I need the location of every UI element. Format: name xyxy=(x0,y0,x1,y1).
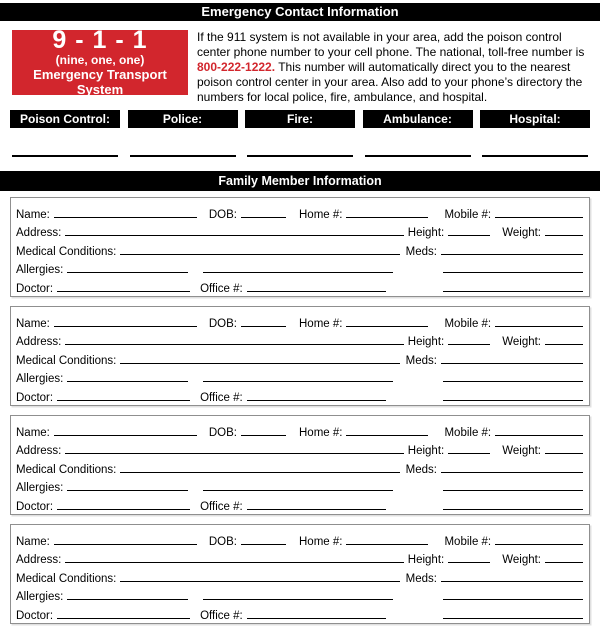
home-phone-label: Home #: xyxy=(299,208,343,221)
allergies-fill-line xyxy=(67,490,188,491)
mobile-phone-label: Mobile #: xyxy=(444,317,492,330)
meds-fill-line xyxy=(441,254,583,255)
address-fill-line xyxy=(65,562,403,563)
allergies-fill-line xyxy=(67,599,188,600)
allergies-row xyxy=(16,477,583,496)
address-fill-line xyxy=(65,235,403,236)
height-fill-line xyxy=(448,344,490,345)
address-fill-line xyxy=(65,453,403,454)
weight-label: Weight: xyxy=(502,336,541,349)
office-phone-label: Office #: xyxy=(200,500,243,513)
family-member-section-2 xyxy=(10,306,590,406)
name-row xyxy=(16,421,583,440)
height-label: Height: xyxy=(407,445,445,458)
height-label: Height: xyxy=(407,227,445,240)
meds-continuation-line-1 xyxy=(443,381,583,382)
home-phone-fill-line xyxy=(346,544,428,545)
paragraph-text-before: If the 911 system is not available in your area, add the poison control center phone number to your cell phone. The national, toll-free number is xyxy=(197,30,585,59)
emergency-911-badge xyxy=(12,26,188,97)
allergies-label: Allergies: xyxy=(16,591,64,604)
address-label: Address: xyxy=(16,445,62,458)
emergency-intro-row xyxy=(12,26,590,105)
weight-fill-line xyxy=(545,453,583,454)
family-member-section-3 xyxy=(10,415,590,515)
emergency-code: 9 - 1 - 1 xyxy=(52,26,148,54)
office-phone-fill-line xyxy=(247,618,386,619)
name-row xyxy=(16,312,583,331)
name-fill-line xyxy=(54,544,197,545)
address-row xyxy=(16,222,583,241)
dob-label: DOB: xyxy=(208,426,237,439)
name-fill-line xyxy=(54,435,197,436)
height-fill-line xyxy=(448,235,490,236)
contact-label-poison-control: Poison Control: xyxy=(10,110,120,128)
mobile-phone-fill-line xyxy=(495,326,583,327)
address-row xyxy=(16,549,583,568)
allergies-continuation-line xyxy=(203,381,393,382)
ambulance-fill-line xyxy=(365,155,471,157)
meds-continuation-line-1 xyxy=(443,599,583,600)
allergies-row xyxy=(16,586,583,605)
meds-label: Meds: xyxy=(405,354,437,367)
mobile-phone-label: Mobile #: xyxy=(444,208,492,221)
doctor-fill-line xyxy=(57,618,190,619)
allergies-fill-line xyxy=(67,272,188,273)
doctor-row xyxy=(16,495,583,514)
dob-fill-line xyxy=(241,435,286,436)
meds-continuation-line-2 xyxy=(443,509,583,510)
allergies-continuation-line xyxy=(203,490,393,491)
meds-continuation-line-2 xyxy=(443,618,583,619)
medical-conditions-label: Medical Conditions: xyxy=(16,463,117,476)
weight-fill-line xyxy=(545,235,583,236)
family-member-section-4 xyxy=(10,524,590,624)
doctor-fill-line xyxy=(57,291,190,292)
poison-control-fill-line xyxy=(12,155,118,157)
hospital-fill-line xyxy=(482,155,588,157)
allergies-label: Allergies: xyxy=(16,373,64,386)
poison-control-paragraph xyxy=(197,30,590,105)
family-member-sections xyxy=(0,197,600,624)
medical-conditions-label: Medical Conditions: xyxy=(16,245,117,258)
doctor-row xyxy=(16,386,583,405)
emergency-code-words: (nine, one, one) xyxy=(55,53,145,67)
fire-fill-line xyxy=(247,155,353,157)
mobile-phone-fill-line xyxy=(495,217,583,218)
dob-fill-line xyxy=(241,217,286,218)
poison-control-phone-number: 800-222-1222. xyxy=(197,60,276,74)
doctor-label: Doctor: xyxy=(16,500,54,513)
mobile-phone-label: Mobile #: xyxy=(444,426,492,439)
weight-label: Weight: xyxy=(502,554,541,567)
home-phone-fill-line xyxy=(346,326,428,327)
medical-row xyxy=(16,567,583,586)
height-label: Height: xyxy=(407,554,445,567)
home-phone-label: Home #: xyxy=(299,317,343,330)
allergies-fill-line xyxy=(67,381,188,382)
dob-fill-line xyxy=(241,544,286,545)
weight-label: Weight: xyxy=(502,445,541,458)
name-label: Name: xyxy=(16,317,50,330)
meds-fill-line xyxy=(441,363,583,364)
dob-label: DOB: xyxy=(208,317,237,330)
meds-label: Meds: xyxy=(405,572,437,585)
medical-row xyxy=(16,349,583,368)
weight-fill-line xyxy=(545,344,583,345)
dob-label: DOB: xyxy=(208,208,237,221)
name-label: Name: xyxy=(16,426,50,439)
home-phone-label: Home #: xyxy=(299,535,343,548)
meds-label: Meds: xyxy=(405,463,437,476)
doctor-fill-line xyxy=(57,509,190,510)
office-phone-fill-line xyxy=(247,509,386,510)
medical-conditions-label: Medical Conditions: xyxy=(16,572,117,585)
office-phone-label: Office #: xyxy=(200,282,243,295)
allergies-label: Allergies: xyxy=(16,264,64,277)
address-label: Address: xyxy=(16,554,62,567)
home-phone-fill-line xyxy=(346,217,428,218)
name-label: Name: xyxy=(16,208,50,221)
allergies-row xyxy=(16,368,583,387)
meds-fill-line xyxy=(441,472,583,473)
medical-row xyxy=(16,240,583,259)
office-phone-fill-line xyxy=(247,400,386,401)
paragraph-text-after: This number will automatically direct you to the nearest poison control center in your area. Also add to your phone’s directory the numbers for local police, fire, ambulance, and hospital. xyxy=(197,60,583,104)
name-label: Name: xyxy=(16,535,50,548)
doctor-row xyxy=(16,277,583,296)
address-label: Address: xyxy=(16,227,62,240)
allergies-row xyxy=(16,259,583,278)
allergies-continuation-line xyxy=(203,272,393,273)
contact-label-police: Police: xyxy=(128,110,238,128)
contact-label-ambulance: Ambulance: xyxy=(363,110,473,128)
doctor-label: Doctor: xyxy=(16,282,54,295)
mobile-phone-fill-line xyxy=(495,435,583,436)
height-fill-line xyxy=(448,562,490,563)
medical-conditions-fill-line xyxy=(120,254,399,255)
address-fill-line xyxy=(65,344,403,345)
meds-continuation-line-2 xyxy=(443,400,583,401)
allergies-label: Allergies: xyxy=(16,482,64,495)
medical-row xyxy=(16,458,583,477)
mobile-phone-fill-line xyxy=(495,544,583,545)
height-fill-line xyxy=(448,453,490,454)
doctor-row xyxy=(16,604,583,623)
name-row xyxy=(16,530,583,549)
meds-label: Meds: xyxy=(405,245,437,258)
contact-fill-lines-row xyxy=(12,155,588,157)
dob-fill-line xyxy=(241,326,286,327)
medical-conditions-label: Medical Conditions: xyxy=(16,354,117,367)
name-row xyxy=(16,203,583,222)
doctor-label: Doctor: xyxy=(16,391,54,404)
address-row xyxy=(16,440,583,459)
doctor-label: Doctor: xyxy=(16,609,54,622)
meds-continuation-line-1 xyxy=(443,272,583,273)
family-section-title: Family Member Information xyxy=(0,171,600,191)
emergency-code-caption: Emergency Transport System xyxy=(33,67,167,97)
home-phone-fill-line xyxy=(346,435,428,436)
allergies-continuation-line xyxy=(203,599,393,600)
contact-labels-row xyxy=(10,110,590,128)
weight-fill-line xyxy=(545,562,583,563)
police-fill-line xyxy=(130,155,236,157)
family-member-section-1 xyxy=(10,197,590,297)
home-phone-label: Home #: xyxy=(299,426,343,439)
medical-conditions-fill-line xyxy=(120,472,399,473)
height-label: Height: xyxy=(407,336,445,349)
address-row xyxy=(16,331,583,350)
medical-conditions-fill-line xyxy=(120,581,399,582)
office-phone-label: Office #: xyxy=(200,609,243,622)
meds-continuation-line-1 xyxy=(443,490,583,491)
dob-label: DOB: xyxy=(208,535,237,548)
contact-label-fire: Fire: xyxy=(245,110,355,128)
page-title: Emergency Contact Information xyxy=(0,3,600,21)
address-label: Address: xyxy=(16,336,62,349)
office-phone-fill-line xyxy=(247,291,386,292)
name-fill-line xyxy=(54,326,197,327)
office-phone-label: Office #: xyxy=(200,391,243,404)
meds-continuation-line-2 xyxy=(443,291,583,292)
name-fill-line xyxy=(54,217,197,218)
contact-label-hospital: Hospital: xyxy=(480,110,590,128)
medical-conditions-fill-line xyxy=(120,363,399,364)
mobile-phone-label: Mobile #: xyxy=(444,535,492,548)
meds-fill-line xyxy=(441,581,583,582)
weight-label: Weight: xyxy=(502,227,541,240)
doctor-fill-line xyxy=(57,400,190,401)
